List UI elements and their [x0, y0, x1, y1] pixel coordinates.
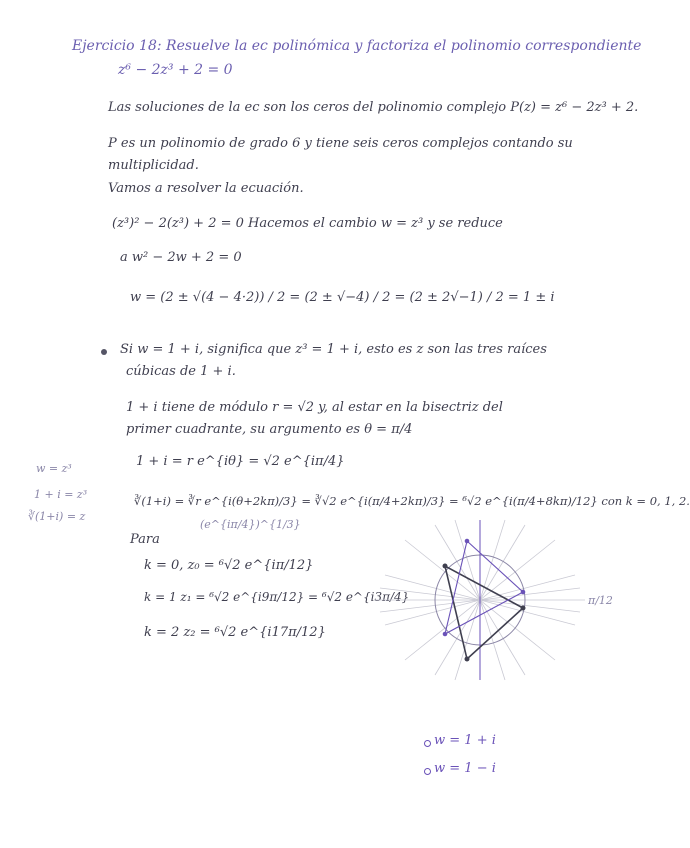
substitution-line: (z³)² − 2(z³) + 2 = 0 Hacemos el cambio w = z³ y se reduce	[112, 216, 503, 231]
modulus-line-b: primer cuadrante, su argumento es θ = π/4	[126, 422, 413, 437]
modulus-line-a: 1 + i tiene de módulo r = √2 y, al estar en la bisectriz del	[126, 400, 503, 415]
root-point-z0	[521, 606, 526, 611]
body-line-1: Las soluciones de la ec son los ceros del polinomio complejo P(z) = z⁶ − 2z³ + 2.	[108, 100, 639, 115]
case-line-b: cúbicas de 1 + i.	[126, 364, 236, 379]
root-point-z1	[443, 564, 448, 569]
para-label: Para	[130, 532, 160, 547]
quadratic-line: a w² − 2w + 2 = 0	[120, 250, 242, 265]
exercise-equation: z⁶ − 2z³ + 2 = 0	[118, 62, 233, 78]
roots-diagram	[365, 520, 585, 680]
conjugate-point-2	[443, 632, 448, 637]
side-note-1: w = z³	[36, 462, 72, 475]
body-line-2a: P es un polinomio de grado 6 y tiene seis ceros complejos contando su	[108, 136, 573, 151]
legend-label-2: w = 1 − i	[434, 761, 496, 776]
side-note-2: 1 + i = z³	[34, 488, 88, 501]
angle-label: π/12	[588, 594, 613, 607]
exercise-title: Ejercicio 18: Resuelve la ec polinómica y factoriza el polinomio correspondiente	[72, 38, 642, 54]
w-formula: w = (2 ± √(4 − 4·2)) / 2 = (2 ± √−4) / 2 = (2 ± 2√−1) / 2 = 1 ± i	[130, 290, 555, 305]
body-line-3: Vamos a resolver la ecuación.	[108, 181, 304, 196]
roots-note: (e^{iπ/4})^{1/3}	[200, 518, 301, 531]
root-point-z2	[465, 657, 470, 662]
bullet-dot	[101, 349, 107, 355]
root-k1: k = 1 z₁ = ⁶√2 e^{i9π/12} = ⁶√2 e^{i3π/4}	[144, 590, 410, 604]
cube-roots-formula: ∛(1+i) = ∛r e^{i(θ+2kπ)/3} = ∛√2 e^{i(π/4+2kπ)/3} = ⁶√2 e^{i(π/4+8kπ)/12} con k = 0, 1, 2.	[134, 494, 690, 508]
conjugate-point-1	[521, 590, 526, 595]
root-k2: k = 2 z₂ = ⁶√2 e^{i17π/12}	[144, 625, 326, 640]
root-k0: k = 0, z₀ = ⁶√2 e^{iπ/12}	[144, 558, 314, 573]
legend-marker-1	[424, 740, 431, 747]
case-line-a: Si w = 1 + i, significa que z³ = 1 + i, esto es z son las tres raíces	[120, 342, 547, 357]
legend-label-1: w = 1 + i	[434, 733, 496, 748]
polar-form: 1 + i = r e^{iθ} = √2 e^{iπ/4}	[136, 454, 345, 469]
side-note-3: ∛(1+i) = z	[28, 510, 86, 523]
legend-marker-2	[424, 768, 431, 775]
conjugate-point-3	[465, 539, 470, 544]
body-line-2b: multiplicidad.	[108, 158, 199, 173]
